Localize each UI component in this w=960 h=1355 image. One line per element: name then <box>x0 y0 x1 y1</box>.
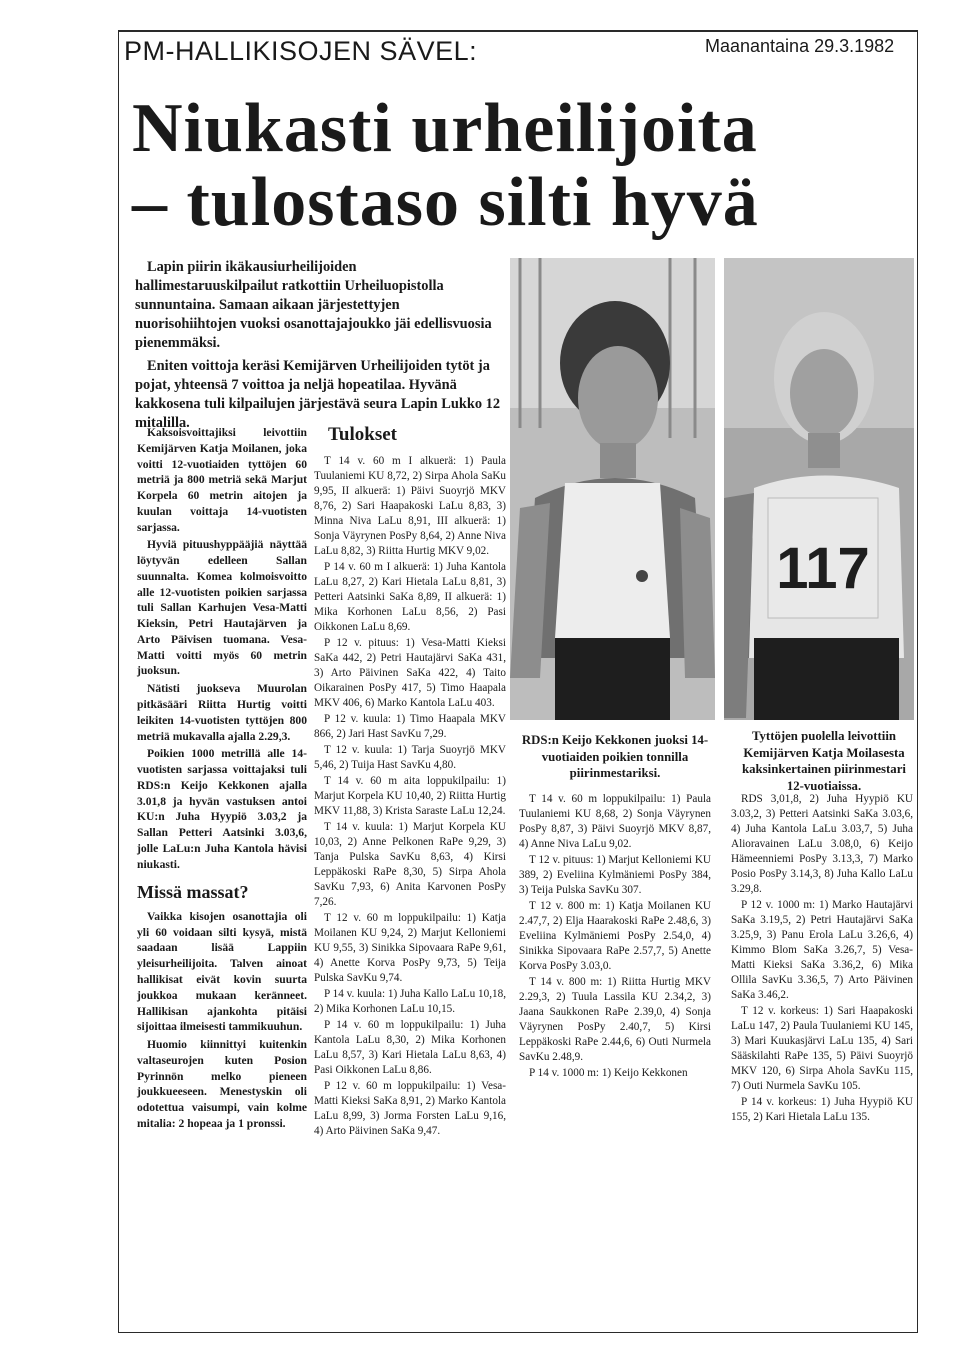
result-entry: T 14 v. 60 m loppukilpailu: 1) Paula Tuulaniemi KU 8,68, 2) Sonja Väyrynen PosPy 8,87, 3) Päivi Suoyrjö MKV 8,87, 4) Anne Niva LaLu 9,02. <box>519 793 711 850</box>
result-entry: T 14 v. 60 m I alkuerä: 1) Paula Tuulaniemi KU 8,72, 2) Sirpa Ahola SaKu 9,95, II alkuerä: 1) Päivi Suoyrjö MKV 8,76, 2) Sari Haapakoski LaLu 8,83, 3) Minna Niva LaLu 8,91, III alkuerä: 1) Sonja Väyrynen PosPy 8,64, 2) Anne Niva LaLu 8,82, 3) Riitta Hurtig MKV 9,02. <box>314 454 506 557</box>
lead-paragraphs <box>135 258 502 437</box>
result-entry: P 14 v. korkeus: 1) Juha Hyypiö KU 155, 2) Kari Hietala LaLu 135. <box>731 1096 913 1123</box>
body-paragraph: Kaksoisvoittajiksi leivottiin Kemijärven Katja Moilanen, joka voitti 12-vuotiaiden tyttöjen 60 metriä ja 800 metriä sekä Marjut Korpela 60 metrin aitojen ja kuulan voittaja 14-vuotisten sarjassa. <box>137 426 307 534</box>
result-entry: P 12 v. 60 m loppukilpailu: 1) Vesa-Matti Kieksi SaKa 8,91, 2) Marko Kantola LaLu 8,99, 3) Jorma Forsten LaLu 9,16, 4) Arto Päivinen SaKa 9,47. <box>314 1079 506 1137</box>
lead-paragraph: Eniten voittoja keräsi Kemijärven Urheilijoiden tytöt ja pojat, yhteensä 7 voittoa ja neljä hopeatilaa. Hyvänä kakkosena tuli kilpailujen järjestävä seura Lapin Lukko 12 mitalilla. <box>135 358 501 432</box>
result-entry: T 14 v. kuula: 1) Marjut Korpela KU 10,03, 2) Anne Pelkonen RaPe 9,29, 3) Tanja Pulska SavKu 8,63, 4) Kirsi Leppäkoski RaPe 8,30, 5) Sirpa Ahola SavKu 7,93, 6) Anita Karvonen PosPy 7,26. <box>314 820 506 908</box>
body-paragraph: Hyviä pituushyppääjiä näyttää löytyvän edelleen Sallan suunnalta. Komea kolmoisvoitto alle 12-vuotisten poikien sarjassa tuli Sallan Karhujen Vesa-Matti Kieksin, Petri Hautajärven ja Arto Päivisen tuomana. Vesa-Matti voitti myös 60 metrin juoksun. <box>137 538 307 678</box>
results-title: Tulokset <box>328 424 397 445</box>
photo-boy-illustration <box>510 258 715 720</box>
photo-boy-runner <box>510 258 715 720</box>
photo-girl-illustration <box>724 258 914 720</box>
lead-paragraph: Lapin piirin ikäkausiurheilijoiden hallimestaruuskilpailut ratkottiin Urheiluopistolla sunnuntaina. Samaan aikaan järjestettyjen nuorisohiihtojen vuoksi osanottajajoukko jäi edellisvuosia pienemmäksi. <box>135 259 492 352</box>
body-paragraph: Vaikka kisojen osanottajia oli yli 60 voidaan silti kysyä, mistä saadaan lisää Lappiin yleisurheilijoita. Talven ainoat hallikisat eivät kovin suurta joukkoa mukaan keränneet. Hallikisan ajankohta pitäisi sijoittaa ilmeisesti tammikuuhun. <box>137 909 307 1034</box>
result-entry: P 14 v. 1000 m: 1) Keijo Kekkonen <box>529 1067 688 1079</box>
photo-girl-runner <box>724 258 914 720</box>
results-column-1 <box>314 422 506 1140</box>
result-entry: RDS 3,01,8, 2) Juha Hyypiö KU 3.03,2, 3) Petteri Aatsinki SaKa 3.03,6, 4) Juha Kantola LaLu 3.03,7, 5) Juha Alioravainen LaLu 3.08,0, 6) Keijo Hämeenniemi PosPy 3.13,3, 7) Marko Posio PosPy 3.14,3, 8) Juha Kallo LaLu 3.29,8. <box>731 793 913 895</box>
result-entry: P 12 v. kuula: 1) Timo Haapala MKV 866, 2) Jari Hast SavKu 7,29. <box>314 712 506 740</box>
result-entry: T 12 v. 800 m: 1) Katja Moilanen KU 2.47,7, 2) Elja Haarakoski RaPe 2.48,6, 3) Eveliina Kylmäniemi PosPy 2.54,0, 4) Sinikka Sipovaara RaPe 2.57,7, 5) Anette Korva PosPy 3.03,0. <box>519 900 711 972</box>
result-entry: P 12 v. 1000 m: 1) Marko Hautajärvi SaKa 3.19,5, 2) Petri Hautajärvi SaKa 3.25,9, 3) Panu Erola LaLu 3.26,6, 4) Kimmo Blom SaKa 3.26,7, 5) Vesa-Matti Kieksi SaKa 3.36,2, 6) Mika Ollila SavKu 3.36,5, 7) Arto Päivinen SaKa 3.46,2. <box>731 899 913 1001</box>
result-entry: T 12 v. kuula: 1) Tarja Suoyrjö MKV 5,46, 2) Tuija Hast SavKu 4,80. <box>314 743 506 771</box>
headline-line-2: – tulostaso silti hyvä <box>132 163 759 241</box>
caption-girl: Tyttöjen puolella leivottiin Kemijärven Katja Moilasesta kaksinkertainen piirinmestari 12-vuotiaissa. <box>742 729 906 793</box>
result-entry: P 14 v. 60 m I alkuerä: 1) Juha Kantola LaLu 8,27, 2) Kari Hietala LaLu 8,81, 3) Petteri Aatsinki SaKa 8,89, II alkuerä: 1) Mika Korhonen LaLu 8,56, 2) Pasi Oikkonen LaLu 8,69. <box>314 560 506 633</box>
headline <box>132 92 759 239</box>
headline-line-1: Niukasti urheilijoita <box>132 90 758 167</box>
result-entry: P 14 v. kuula: 1) Juha Kallo LaLu 10,18, 2) Mika Korhonen LaLu 10,15. <box>314 987 506 1015</box>
result-entry: T 14 v. 60 m aita loppukilpailu: 1) Marjut Korpela KU 10,40, 2) Riitta Hurtig MKV 11,88, 3) Krista Saraste LaLu 12,24. <box>314 774 506 817</box>
result-entry: T 14 v. 800 m: 1) Riitta Hurtig MKV 2.29,3, 2) Tuula Lassila KU 2.34,2, 3) Jaana Saukkonen RaPe 2.39,0, 4) Sonja Väyrynen PosPy 2.40,7, 5) Kirsi Leppäkoski RaPe 2.44,6, 6) Outi Nurmela SavKu 2.48,9. <box>519 976 711 1063</box>
results-column-2 <box>519 792 711 1082</box>
result-entry: P 14 v. 60 m loppukilpailu: 1) Juha Kantola LaLu 8,30, 2) Mika Korhonen LaLu 8,57, 3) Kari Hietala LaLu 8,63, 4) Pasi Oikkonen LaLu 8,86. <box>314 1018 506 1076</box>
caption-boy: RDS:n Keijo Kekkonen juoksi 14-vuotiaiden poikien tonnilla piirinmestariksi. <box>521 733 709 781</box>
kicker: PM-HALLIKISOJEN SÄVEL: <box>124 36 478 66</box>
results-column-3 <box>731 792 913 1126</box>
dateline: Maanantaina 29.3.1982 <box>705 36 895 56</box>
body-paragraph: Huomio kiinnittyi kuitenkin valtaseurojen kuten Posion Pyrinnön melko pieneen joukkueeseen. Menestyskin oli odotettua vaisumpi, vain kolme mitalia: 2 hopeaa ja 1 pronssi. <box>137 1038 307 1130</box>
body-paragraph: Nätisti juokseva Muurolan pitkäsääri Riitta Hurtig voitti leikiten 14-vuotisten tyttöjen 800 metriä mukavalla ajalla 2.29,3. <box>137 682 307 743</box>
body-paragraph: Poikien 1000 metrillä alle 14-vuotisten sarjassa voittajaksi tuli RDS:n Keijo Kekkonen ajalla 3.01,8 ja hyvän vastuksen antoi KU:n Juha Hyypiö 3.03,2 ja Sallan Petteri Aatsinki 3.03,6, jolle LaLu:n Juha Kantola hävisi niukasti. <box>137 747 307 871</box>
result-entry: P 12 v. pituus: 1) Vesa-Matti Kieksi SaKa 442, 2) Petri Hautajärvi SaKa 431, 3) Arto Päivinen SaKa 422, 4) Taito Oikarainen PosPy 417, 5) Timo Haapala MKV 406, 6) Marko Kantola LaLu 403. <box>314 636 506 709</box>
result-entry: T 12 v. pituus: 1) Marjut Kelloniemi KU 389, 2) Eveliina Kylmäniemi PosPy 384, 3) Teija Pulska SavKu 307. <box>519 854 711 896</box>
result-entry: T 12 v. korkeus: 1) Sari Haapakoski LaLu 147, 2) Paula Tuulaniemi KU 145, 3) Mari Kuukasjärvi LaLu 135, 4) Sari Sääskilahti RaPe 135, 5) Päivi Suoyrjö MKV 120, 6) Sirpa Ahola SavKu 115, 7) Outi Nurmela SavKu 105. <box>731 1005 913 1092</box>
result-entry: T 12 v. 60 m loppukilpailu: 1) Katja Moilanen KU 9,24, 2) Marjut Kelloniemi KU 9,55, 3) Sinikka Sipovaara RaPe 9,61, 4) Anette Korva PosPy 9,73, 5) Teija Pulska SavKu 9,74. <box>314 911 506 984</box>
subhead: Missä massat? <box>137 882 249 903</box>
article-body <box>137 425 307 1134</box>
bib-number: 117 <box>776 536 870 601</box>
